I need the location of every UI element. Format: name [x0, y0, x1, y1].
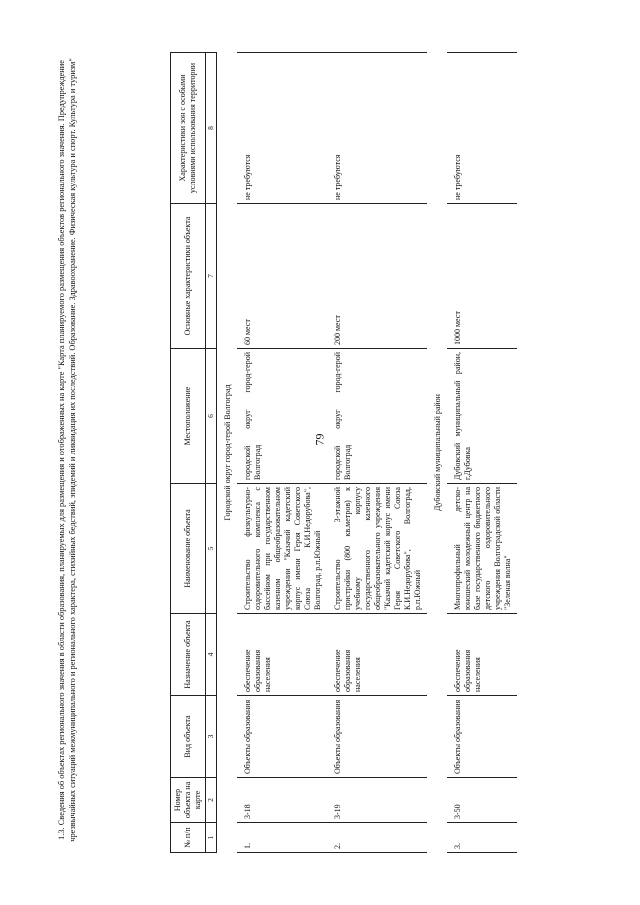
zone-characteristics: не требуются: [237, 53, 327, 204]
object-characteristics: 1000 мест: [447, 204, 517, 349]
column-number: 1: [206, 823, 217, 853]
section-heading: 1.3. Сведения об объектах регионального значения в области образования, планируемых для размещения и отображенных на карте "Карта планируемого размещения объектов регионального значения. Предупреждение чрезвычайных ситуаций межмуниципального и регионального характера, стихийных бедствий, эпидемий и ликвидация их последствий. Образование. Здравоохранение. Физическая культура и спорт. Культура и туризм": [57, 58, 77, 842]
section-title: Дубовский муниципальный район: [433, 394, 442, 511]
page-number: 79: [312, 433, 327, 446]
table-row: [447, 53, 517, 853]
header-cell: Назначение объекта: [171, 614, 206, 696]
object-type: Объекты образования: [447, 696, 517, 778]
object-name: Строительство 3-этажной пристройки (800 кв.метров) к учебному корпусу государственного казенного общеобразовательного учреждения "Казачий кадетский корпус имени Героя Советского Союза К.И.Недорубова", Волгоград, р.п.Южный: [327, 484, 427, 614]
column-number: 3: [206, 696, 217, 778]
object-purpose: обеспечение образования населения: [237, 614, 327, 696]
header-cell: Местоположение: [171, 349, 206, 484]
object-location: городской округ город-герой Волгоград: [327, 349, 427, 484]
header-cell: Характеристики зон с особыми условиями использования территории: [171, 53, 206, 204]
column-number: 8: [206, 53, 217, 204]
header-row: [171, 53, 206, 853]
column-number-row: [206, 53, 217, 853]
objects-table: [170, 52, 517, 853]
column-number: 2: [206, 778, 217, 823]
section-title: Городской округ город-герой Волгоград: [223, 384, 232, 521]
column-number: 6: [206, 349, 217, 484]
table-row: [327, 53, 427, 853]
row-number: 1.: [237, 823, 327, 853]
object-location: Дубовский муниципальный район, г.Дубовка: [447, 349, 517, 484]
object-name: Строительство физкультурно-оздоровительного комплекса с бассейном при государственном казенном общеобразовательном учреждении "Казачий кадетский корпус имени Героя Советского Союза К.И.Недорубова", Волгоград, р.п.Южный: [237, 484, 327, 614]
column-number: 7: [206, 204, 217, 349]
object-characteristics: 200 мест: [327, 204, 427, 349]
table-row: [237, 53, 327, 853]
map-number: 3-19: [327, 778, 427, 823]
object-name: Многопрофильный детско-юношеский молодежный центр на базе государственного бюджетного детского оздоровительного учреждения Волгоградской области "Зеленая волна": [447, 484, 517, 614]
column-number: 5: [206, 484, 217, 614]
object-type: Объекты образования: [327, 696, 427, 778]
map-number: 3-18: [237, 778, 327, 823]
header-cell: Номер объекта на карте: [171, 778, 206, 823]
section-row: [217, 53, 238, 853]
row-number: 3.: [447, 823, 517, 853]
zone-characteristics: не требуются: [447, 53, 517, 204]
column-number: 4: [206, 614, 217, 696]
map-number: 3-50: [447, 778, 517, 823]
header-cell: Основные характеристики объекта: [171, 204, 206, 349]
object-type: Объекты образования: [237, 696, 327, 778]
header-cell: № п/п: [171, 823, 206, 853]
object-location: городской округ город-герой Волгоград: [237, 349, 327, 484]
row-number: 2.: [327, 823, 427, 853]
object-purpose: обеспечение образования населения: [327, 614, 427, 696]
zone-characteristics: не требуются: [327, 53, 427, 204]
header-cell: Вид объекта: [171, 696, 206, 778]
object-purpose: обеспечение образования населения: [447, 614, 517, 696]
object-characteristics: 60 мест: [237, 204, 327, 349]
header-cell: Наименование объекта: [171, 484, 206, 614]
section-row: [427, 53, 447, 853]
